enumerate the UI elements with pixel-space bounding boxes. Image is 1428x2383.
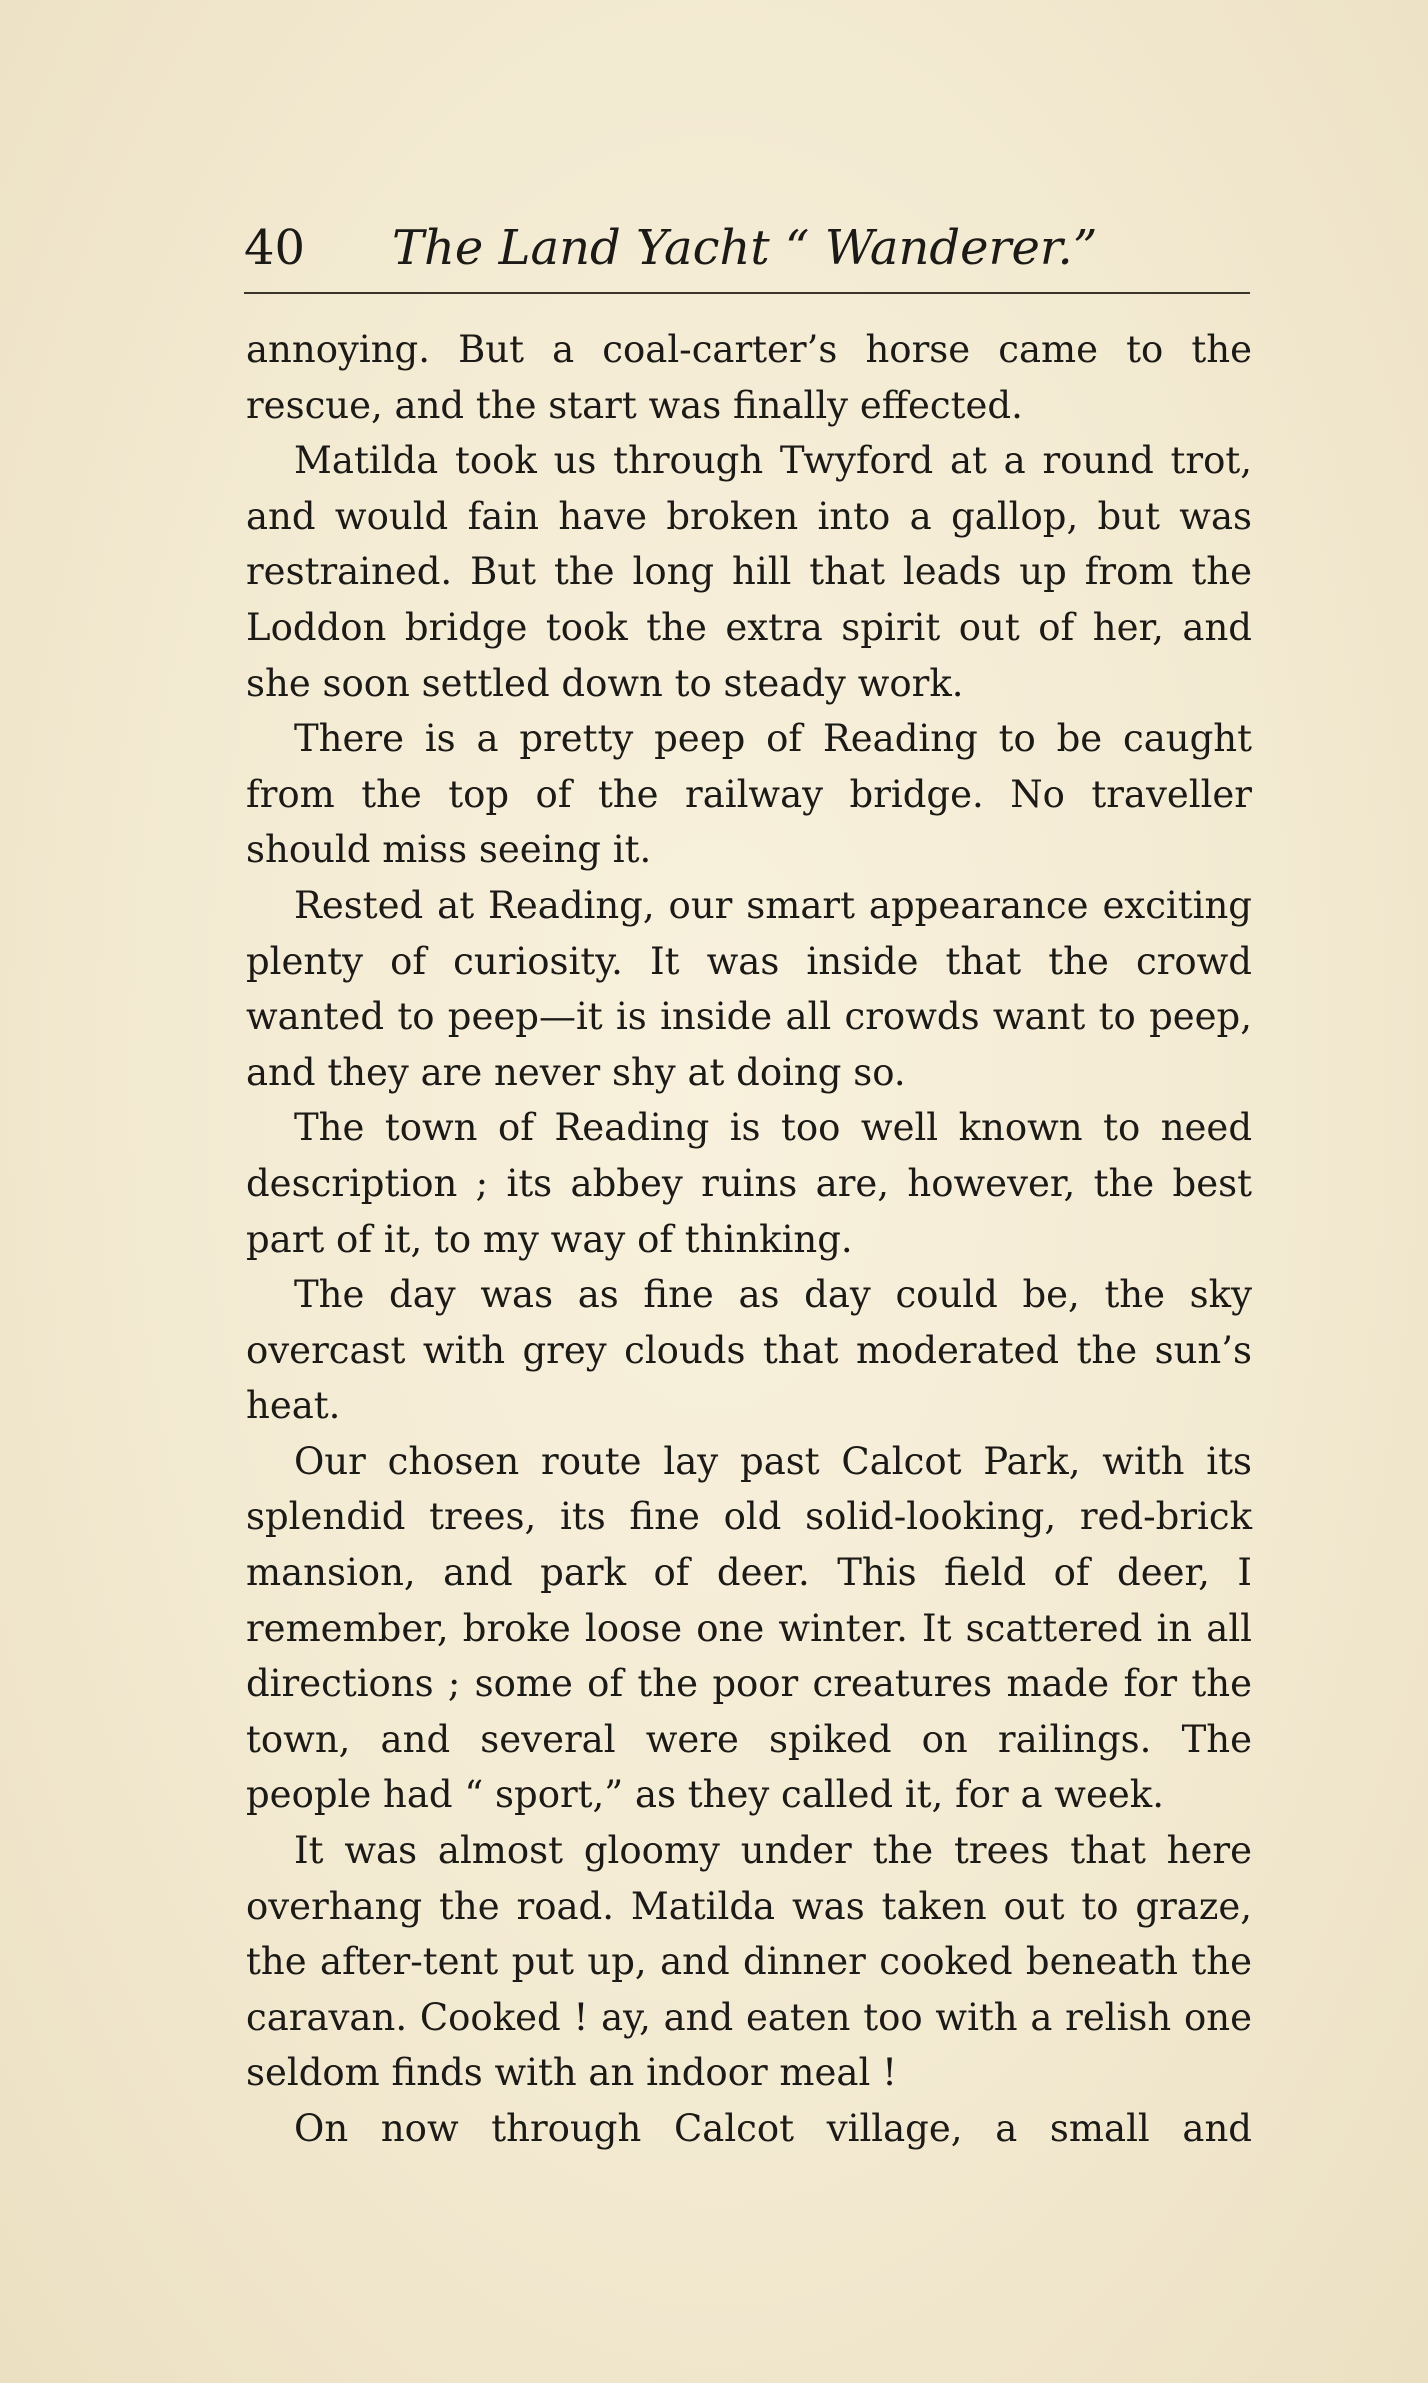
paragraph-2: Matilda took us through Twyford at a round trot, and would fain have broken into a gallop, but was restrained. But the long hill that leads up from the Loddon bridge took the extra spirit out of her, and she soon settled down to steady work. bbox=[246, 439, 1252, 705]
header-rule bbox=[244, 292, 1250, 294]
paragraph-5: The town of Reading is too well known to need description ; its abbey ruins are, however, the best part of it, to my way of thinking. bbox=[246, 1106, 1252, 1261]
body-text bbox=[246, 322, 1252, 2157]
paragraph-3: There is a pretty peep of Reading to be caught from the top of the railway bridge. No traveller should miss seeing it. bbox=[246, 717, 1252, 872]
paragraph-6: The day was as fine as day could be, the sky overcast with grey clouds that moderated the sun’s heat. bbox=[246, 1273, 1252, 1428]
page-header bbox=[244, 208, 1254, 288]
paragraph-7: Our chosen route lay past Calcot Park, with its splendid trees, its fine old solid-looking, red-brick mansion, and park of deer. This field of deer, I remember, broke loose one winter. It scattered in all directions ; some of the poor creatures made for the town, and several were spiked on railings. The people had “ sport,” as they called it, for a week. bbox=[246, 1439, 1252, 1817]
page-number: 40 bbox=[244, 220, 306, 276]
running-title: The Land Yacht “ Wanderer.” bbox=[392, 220, 1098, 276]
paragraph-9: On now through Calcot village, a small and bbox=[294, 2107, 1252, 2150]
paragraph-4: Rested at Reading, our smart appearance exciting plenty of curiosity. It was inside that the crowd wanted to peep—it is inside all crowds want to peep, and they are never shy at doing so. bbox=[246, 883, 1252, 1094]
paragraph-1: annoying. But a coal-carter’s horse came to the rescue, and the start was finally effected. bbox=[246, 328, 1252, 427]
paragraph-8: It was almost gloomy under the trees that here overhang the road. Matilda was taken out to graze, the after-tent put up, and dinner cooked beneath the caravan. Cooked ! ay, and eaten too with a relish one seldom finds with an indoor meal ! bbox=[246, 1829, 1252, 2095]
